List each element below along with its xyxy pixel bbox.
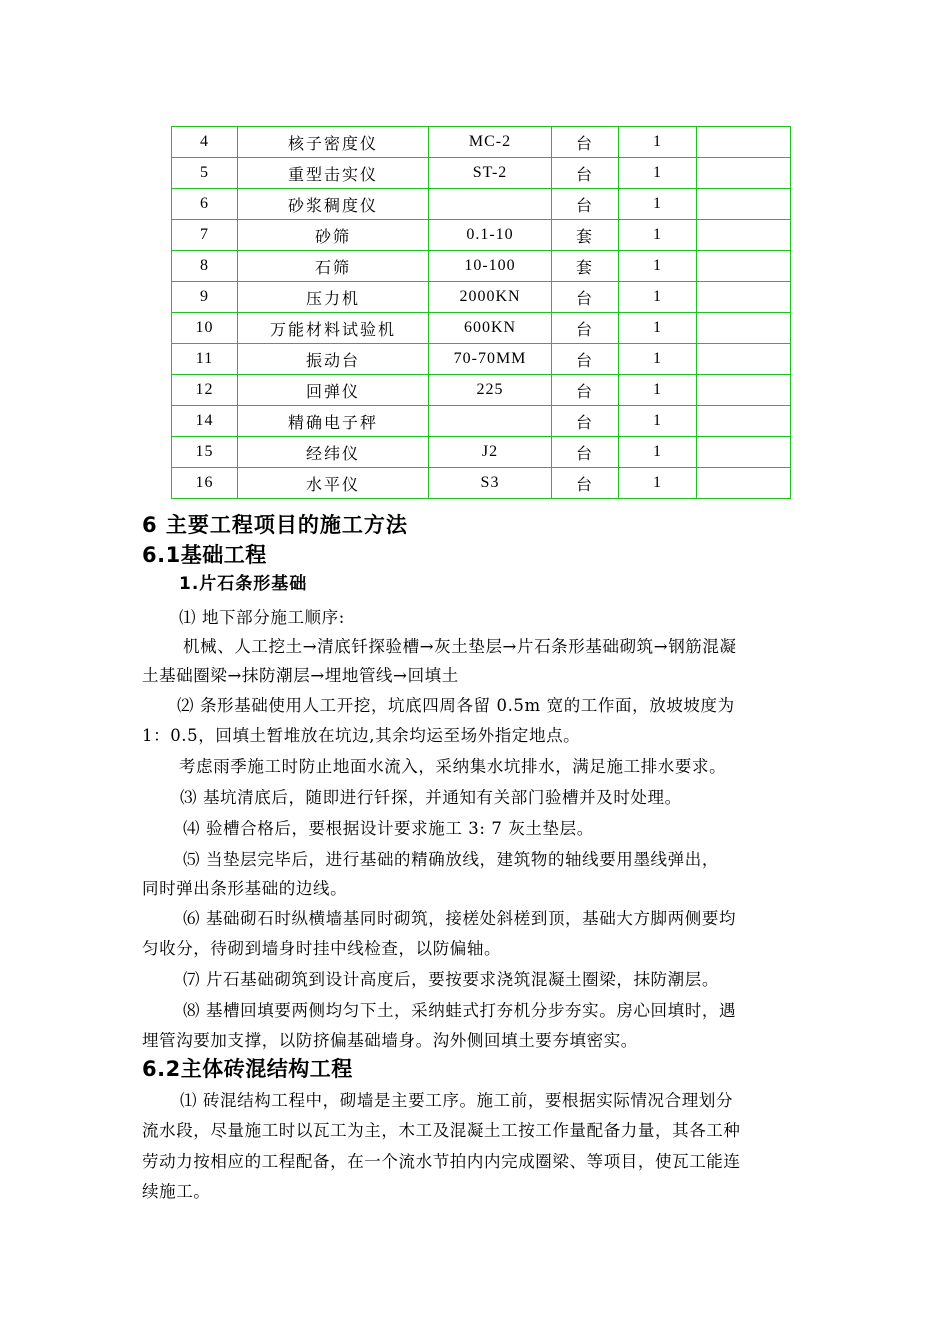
equipment-unit-cell: 台	[552, 127, 619, 158]
equipment-spec-cell	[429, 406, 552, 437]
equipment-qty-cell: 1	[619, 468, 697, 499]
equipment-note-cell	[697, 344, 791, 375]
row-number-cell: 12	[172, 375, 238, 406]
equipment-qty-cell: 1	[619, 189, 697, 220]
equipment-name-cell: 万能材料试验机	[238, 313, 429, 344]
table-row	[172, 313, 791, 344]
equipment-name-cell: 核子密度仪	[238, 127, 429, 158]
table-row	[172, 282, 791, 313]
equipment-spec-cell: MC-2	[429, 127, 552, 158]
equipment-unit-cell: 台	[552, 158, 619, 189]
table-row	[172, 406, 791, 437]
equipment-name-cell: 水平仪	[238, 468, 429, 499]
table-row	[172, 189, 791, 220]
paragraph-line: 匀收分，待砌到墙身时挂中线检查，以防偏轴。	[142, 939, 502, 958]
equipment-spec-cell: 2000KN	[429, 282, 552, 313]
equipment-table	[171, 126, 791, 499]
equipment-qty-cell: 1	[619, 158, 697, 189]
subsection-title: 1.片石条形基础	[179, 574, 308, 594]
table-row	[172, 127, 791, 158]
paragraph-line: ⑹ 基础砌石时纵横墙基同时砌筑，接槎处斜槎到顶，基础大方脚两侧要均	[183, 909, 737, 928]
paragraph-line: 劳动力按相应的工程配备，在一个流水节拍内内完成圈梁、等项目，使瓦工能连	[142, 1152, 741, 1171]
section-6-1-title: 6.1基础工程	[142, 543, 267, 567]
equipment-spec-cell: S3	[429, 468, 552, 499]
equipment-name-cell: 石筛	[238, 251, 429, 282]
equipment-spec-cell: 70-70MM	[429, 344, 552, 375]
equipment-note-cell	[697, 220, 791, 251]
paragraph-line: ⑷ 验槽合格后，要根据设计要求施工 3: 7 灰土垫层。	[183, 819, 594, 838]
equipment-note-cell	[697, 313, 791, 344]
equipment-name-cell: 振动台	[238, 344, 429, 375]
row-number-cell: 5	[172, 158, 238, 189]
equipment-unit-cell: 套	[552, 251, 619, 282]
equipment-note-cell	[697, 375, 791, 406]
row-number-cell: 14	[172, 406, 238, 437]
paragraph-line: 埋管沟要加支撑，以防挤偏基础墙身。沟外侧回填土要夯填密实。	[142, 1031, 638, 1050]
table-row	[172, 375, 791, 406]
equipment-qty-cell: 1	[619, 313, 697, 344]
equipment-spec-cell: J2	[429, 437, 552, 468]
equipment-qty-cell: 1	[619, 406, 697, 437]
row-number-cell: 15	[172, 437, 238, 468]
paragraph-line: 土基础圈梁→抹防潮层→埋地管线→回填土	[142, 666, 459, 685]
equipment-qty-cell: 1	[619, 344, 697, 375]
table-row	[172, 437, 791, 468]
row-number-cell: 11	[172, 344, 238, 375]
equipment-note-cell	[697, 189, 791, 220]
equipment-note-cell	[697, 468, 791, 499]
equipment-qty-cell: 1	[619, 251, 697, 282]
equipment-spec-cell: 0.1-10	[429, 220, 552, 251]
equipment-qty-cell: 1	[619, 437, 697, 468]
row-number-cell: 16	[172, 468, 238, 499]
row-number-cell: 4	[172, 127, 238, 158]
equipment-name-cell: 压力机	[238, 282, 429, 313]
equipment-spec-cell: 225	[429, 375, 552, 406]
section-6-title: 6 主要工程项目的施工方法	[142, 513, 408, 537]
paragraph-line: 续施工。	[142, 1182, 211, 1201]
equipment-unit-cell: 台	[552, 437, 619, 468]
table-row	[172, 158, 791, 189]
equipment-name-cell: 砂筛	[238, 220, 429, 251]
paragraph-line: ⑵ 条形基础使用人工开挖，坑底四周各留 0.5m 宽的工作面，放坡坡度为	[177, 696, 735, 715]
equipment-note-cell	[697, 406, 791, 437]
table-row	[172, 344, 791, 375]
row-number-cell: 10	[172, 313, 238, 344]
table-row	[172, 251, 791, 282]
row-number-cell: 8	[172, 251, 238, 282]
paragraph-line: 机械、人工挖土→清底钎探验槽→灰土垫层→片石条形基础砌筑→钢筋混凝	[183, 637, 737, 656]
equipment-spec-cell	[429, 189, 552, 220]
equipment-note-cell	[697, 282, 791, 313]
equipment-qty-cell: 1	[619, 282, 697, 313]
equipment-unit-cell: 台	[552, 282, 619, 313]
paragraph-line: ⑻ 基槽回填要两侧均匀下土，采纳蛙式打夯机分步夯实。房心回填时，遇	[183, 1001, 737, 1020]
equipment-unit-cell: 台	[552, 468, 619, 499]
paragraph-line: 1：0.5，回填土暂堆放在坑边,其余均运至场外指定地点。	[142, 726, 581, 745]
row-number-cell: 6	[172, 189, 238, 220]
equipment-unit-cell: 台	[552, 375, 619, 406]
paragraph-line: ⑴ 砖混结构工程中，砌墙是主要工序。施工前，要根据实际情况合理划分	[180, 1091, 734, 1110]
equipment-name-cell: 精确电子秤	[238, 406, 429, 437]
equipment-qty-cell: 1	[619, 375, 697, 406]
equipment-note-cell	[697, 127, 791, 158]
row-number-cell: 7	[172, 220, 238, 251]
table-row	[172, 468, 791, 499]
equipment-unit-cell: 套	[552, 220, 619, 251]
paragraph-line: ⑴ 地下部分施工顺序:	[179, 608, 345, 627]
row-number-cell: 9	[172, 282, 238, 313]
paragraph-line: ⑶ 基坑清底后，随即进行钎探，并通知有关部门验槽并及时处理。	[180, 788, 682, 807]
equipment-note-cell	[697, 158, 791, 189]
paragraph-line: 同时弹出条形基础的边线。	[142, 879, 348, 898]
equipment-name-cell: 砂浆稠度仪	[238, 189, 429, 220]
table-row	[172, 220, 791, 251]
paragraph-line: ⑸ 当垫层完毕后，进行基础的精确放线，建筑物的轴线要用墨线弹出，	[183, 850, 719, 869]
paragraph-line: 考虑雨季施工时防止地面水流入，采纳集水坑排水，满足施工排水要求。	[179, 757, 727, 776]
equipment-name-cell: 重型击实仪	[238, 158, 429, 189]
equipment-unit-cell: 台	[552, 406, 619, 437]
paragraph-line: 流水段，尽量施工时以瓦工为主，木工及混凝土工按工作量配备力量，其各工种	[142, 1121, 741, 1140]
equipment-note-cell	[697, 251, 791, 282]
equipment-qty-cell: 1	[619, 220, 697, 251]
paragraph-line: ⑺ 片石基础砌筑到设计高度后，要按要求浇筑混凝土圈梁，抹防潮层。	[183, 970, 719, 989]
equipment-qty-cell: 1	[619, 127, 697, 158]
equipment-note-cell	[697, 437, 791, 468]
equipment-unit-cell: 台	[552, 344, 619, 375]
equipment-name-cell: 回弹仪	[238, 375, 429, 406]
equipment-table-body	[172, 127, 791, 499]
equipment-spec-cell: 600KN	[429, 313, 552, 344]
equipment-unit-cell: 台	[552, 313, 619, 344]
equipment-unit-cell: 台	[552, 189, 619, 220]
section-6-2-title: 6.2主体砖混结构工程	[142, 1057, 353, 1081]
equipment-name-cell: 经纬仪	[238, 437, 429, 468]
equipment-spec-cell: ST-2	[429, 158, 552, 189]
equipment-spec-cell: 10-100	[429, 251, 552, 282]
